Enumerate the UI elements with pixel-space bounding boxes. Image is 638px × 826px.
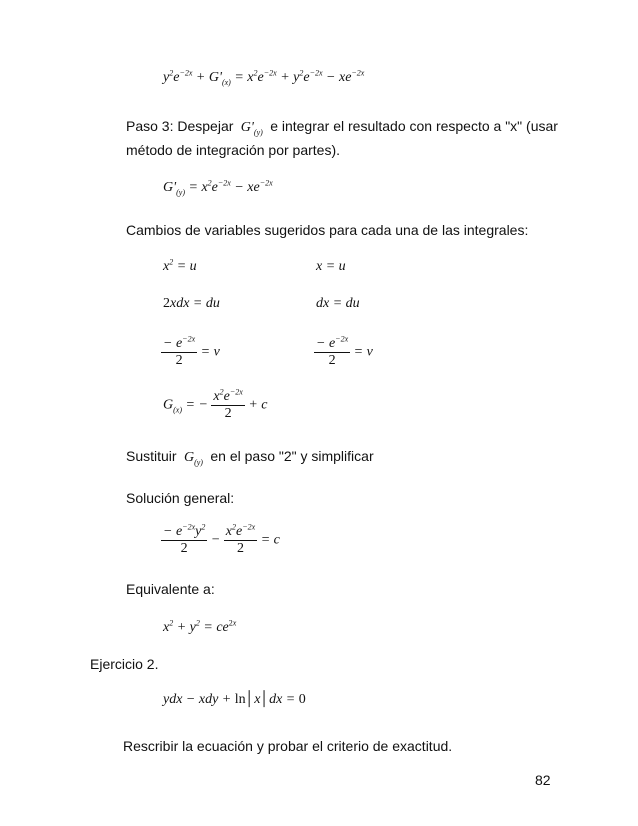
equation-ejercicio: ydx − xdy + ln│x│dx = 0	[163, 692, 306, 707]
equation-solution: $\frac{- e^{-2x}y^2}{2}$ − $\frac{x^2e^{-2x}}{2}$ = c	[163, 522, 280, 556]
subst-left-2: 2xdx = du	[163, 296, 220, 311]
cambios-text: Cambios de variables sugeridos para cada una de las integrales:	[126, 222, 529, 238]
solucion-label: Solución general:	[126, 490, 235, 506]
paso3-line2: método de integración por partes).	[126, 142, 341, 158]
sustituir-label: Sustituir	[126, 448, 177, 464]
subst-left-1: $x^2 = u$	[163, 257, 197, 274]
equivalente-label: Equivalente a:	[126, 581, 215, 597]
equation-1: $y^2e^{-2x} + G'_{(x)} = x^2e^{-2x} + y^2e^{-2x} - xe^{-2x}$	[163, 68, 365, 87]
subst-right-2: dx = du	[316, 296, 360, 311]
paso3-label: Paso 3: Despejar	[126, 118, 234, 134]
equation-g-prime: $G'_{(y)} = x^2e^{-2x} - xe^{-2x}$	[163, 178, 273, 197]
reescribir-text: Rescribir la ecuación y probar el criterio de exactitud.	[123, 738, 453, 754]
g-prime-y-inline: $G'_{(y)}$	[237, 120, 263, 137]
page-number: 82	[535, 772, 551, 788]
ejercicio-heading: Ejercicio 2.	[90, 656, 159, 672]
equation-equivalent: $x^2 + y^2 = ce^{2x}$	[163, 618, 237, 635]
paso3-line	[126, 118, 558, 136]
paso3-rest: e integrar el resultado con respecto a "x" (usar	[270, 118, 558, 134]
subst-right-1: x = u	[316, 259, 346, 274]
equation-g-x: $G_{(x)}$ = − $\frac{x^2e^{-2x}}{2}$ + c	[163, 387, 268, 421]
sustituir-line	[126, 448, 374, 466]
g-y-inline: $G_{(y)}$	[180, 450, 203, 467]
subst-left-3: $\frac{- e^{-2x}}{2}$ = v	[163, 334, 220, 368]
sustituir-rest: en el paso "2" y simplificar	[210, 448, 374, 464]
subst-right-3: $\frac{- e^{-2x}}{2}$ = v	[316, 334, 373, 368]
